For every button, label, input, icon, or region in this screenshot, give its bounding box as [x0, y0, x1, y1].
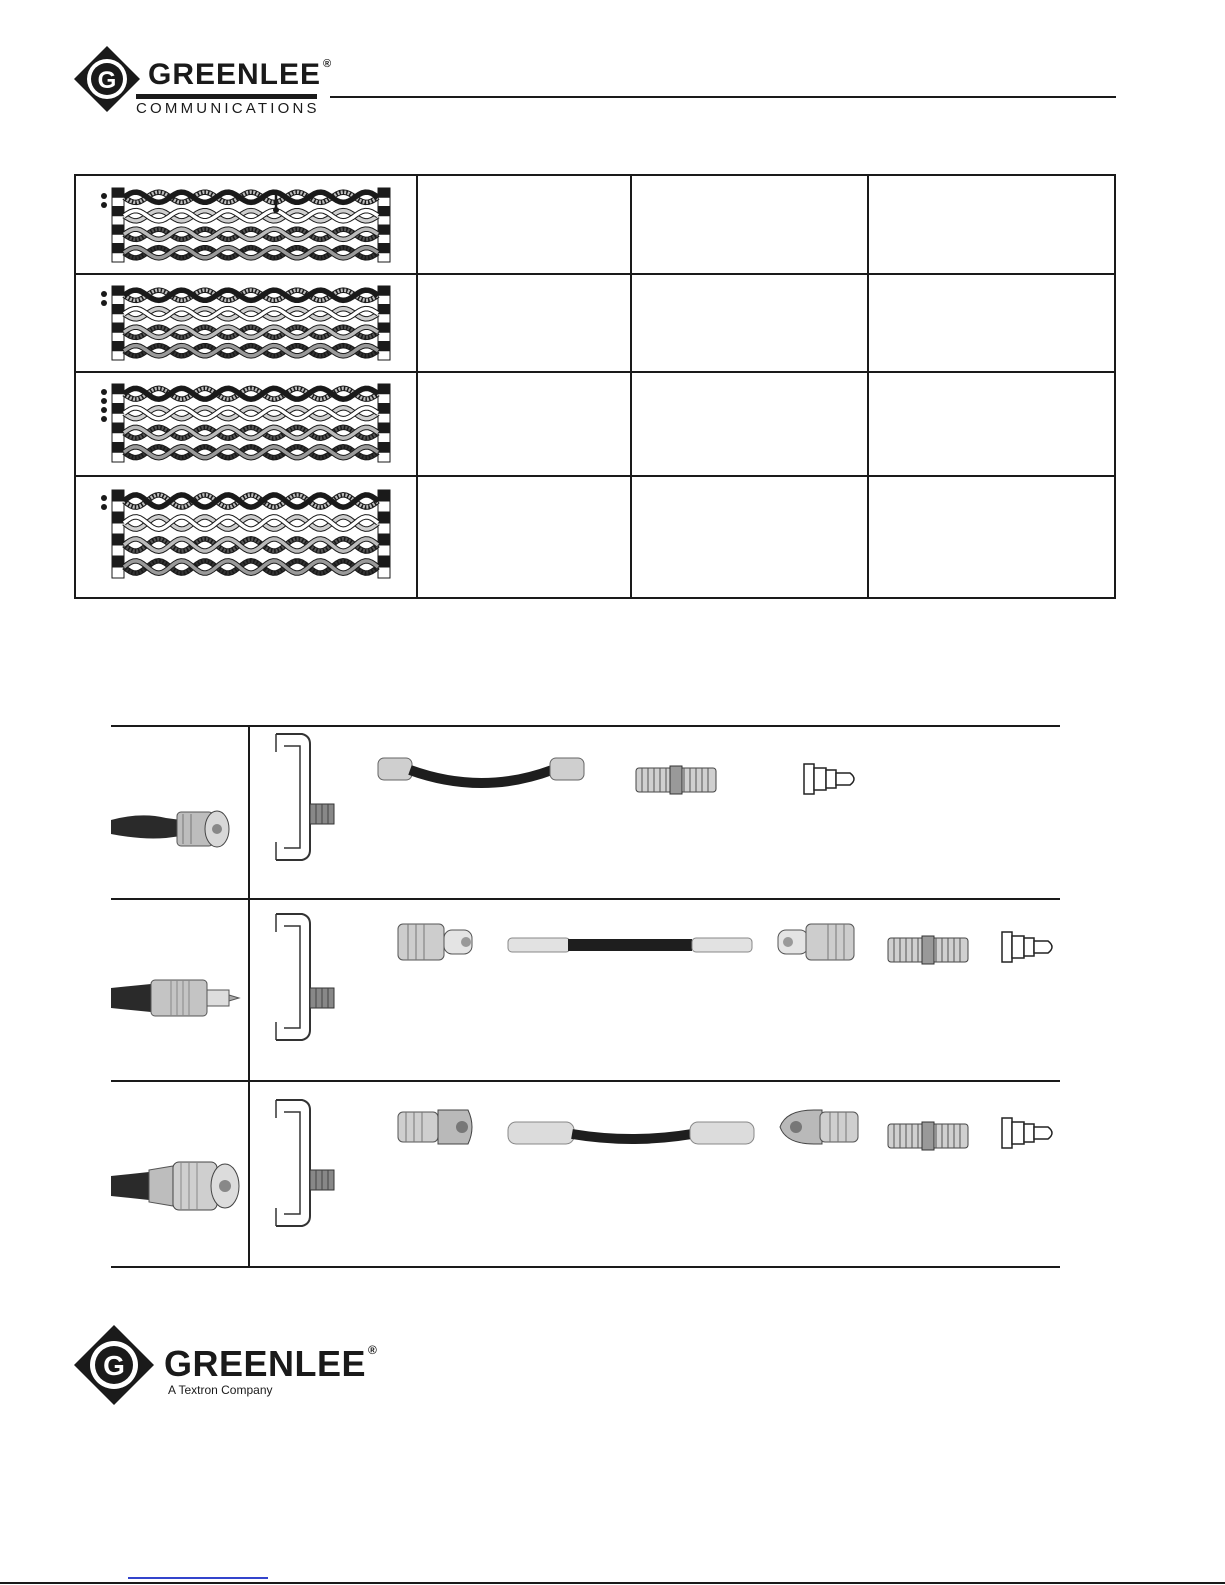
connector-block-right — [378, 384, 390, 462]
wiring-diagram-short — [100, 284, 396, 362]
indicator-dot — [101, 407, 107, 413]
wire-pair — [124, 248, 378, 258]
wire-pair — [124, 447, 378, 458]
indicator-dot — [101, 389, 107, 395]
indicator-dot — [101, 291, 107, 297]
column-divider — [416, 176, 418, 597]
coax-table-top-rule — [111, 725, 1060, 727]
bnc-to-f-adapter-right-icon — [778, 1104, 860, 1150]
wiring-diagram-split-pair — [100, 186, 396, 264]
wire-pair — [124, 561, 378, 573]
indicator-dot — [101, 504, 107, 510]
wire-pair — [124, 211, 378, 221]
coax-table-row-rule — [111, 1080, 1060, 1082]
indicator-dot — [101, 300, 107, 306]
coax-table-row-rule — [111, 898, 1060, 900]
wire-pair — [124, 290, 378, 300]
f-barrel-adapter-icon — [634, 764, 718, 796]
rca-to-f-adapter-icon — [396, 918, 476, 966]
header-divider — [330, 96, 1116, 98]
rca-to-f-adapter-right-icon — [776, 918, 858, 966]
bnc-row-terminator-icon — [1000, 1114, 1058, 1152]
wire-pair — [124, 427, 378, 438]
wire-pair — [124, 346, 378, 356]
connector-block-left — [112, 286, 124, 360]
brand-name: GREENLEE ® — [148, 58, 333, 91]
indicator-dot — [101, 495, 107, 501]
wire-pair — [124, 192, 378, 202]
indicator-dot — [101, 193, 107, 199]
column-divider — [630, 176, 632, 597]
wall-plate-f-port-icon — [272, 732, 336, 862]
logo-underline — [136, 94, 317, 99]
rca-row-barrel-adapter-icon — [886, 934, 970, 966]
wire-pair — [124, 495, 378, 507]
connector-block-right — [378, 286, 390, 360]
wire-pair — [124, 517, 378, 529]
footer-link-underline[interactable] — [128, 1577, 268, 1579]
wire-pair — [124, 309, 378, 319]
footer-emblem-letter: G — [103, 1350, 125, 1381]
wall-plate-bnc-port-icon — [272, 1098, 336, 1228]
indicator-dot — [101, 202, 107, 208]
connector-block-left — [112, 490, 124, 578]
wire-pair — [124, 408, 378, 419]
f-terminator-icon — [802, 760, 860, 798]
f-connector-cable-image — [111, 790, 231, 854]
bnc-patch-cable-icon — [506, 1114, 758, 1154]
connector-block-right — [378, 188, 390, 262]
wire-pair — [124, 539, 378, 551]
wiring-fault-table — [74, 174, 1116, 599]
bnc-to-f-adapter-icon — [396, 1104, 480, 1150]
connector-block-left — [112, 188, 124, 262]
rca-connector-cable-image — [111, 968, 241, 1028]
row-divider — [76, 371, 1114, 373]
footer-brand-name: GREENLEE ® — [164, 1343, 378, 1384]
wire-pair — [124, 327, 378, 337]
wire-pair — [124, 229, 378, 239]
greenlee-emblem-icon — [72, 44, 142, 114]
row-divider — [76, 475, 1114, 477]
connector-block-right — [378, 490, 390, 578]
emblem-letter: G — [97, 67, 117, 94]
rca-patch-cable-icon — [506, 928, 756, 962]
division-name: COMMUNICATIONS — [136, 100, 320, 117]
coax-table-bottom-rule — [111, 1266, 1060, 1268]
indicator-dot — [101, 398, 107, 404]
greenlee-textron-logo — [72, 1323, 382, 1407]
greenlee-footer-emblem-icon — [72, 1323, 156, 1407]
indicator-dot — [101, 416, 107, 422]
column-divider — [867, 176, 869, 597]
connector-block-left — [112, 384, 124, 462]
wire-pair — [124, 388, 378, 399]
coax-column-divider — [248, 727, 250, 1267]
page-bottom-rule — [0, 1582, 1225, 1584]
bnc-connector-cable-image — [111, 1154, 243, 1218]
footer-tagline: A Textron Company — [168, 1383, 273, 1397]
rca-row-terminator-icon — [1000, 928, 1058, 966]
wiring-diagram-crossed-pair — [100, 382, 396, 464]
wiring-diagram-reversed-pair — [100, 488, 396, 580]
bnc-row-barrel-adapter-icon — [886, 1120, 970, 1152]
wall-plate-rca-port-icon — [272, 912, 336, 1042]
f-patch-cable-icon — [376, 752, 588, 804]
greenlee-communications-logo — [72, 42, 333, 118]
row-divider — [76, 273, 1114, 275]
